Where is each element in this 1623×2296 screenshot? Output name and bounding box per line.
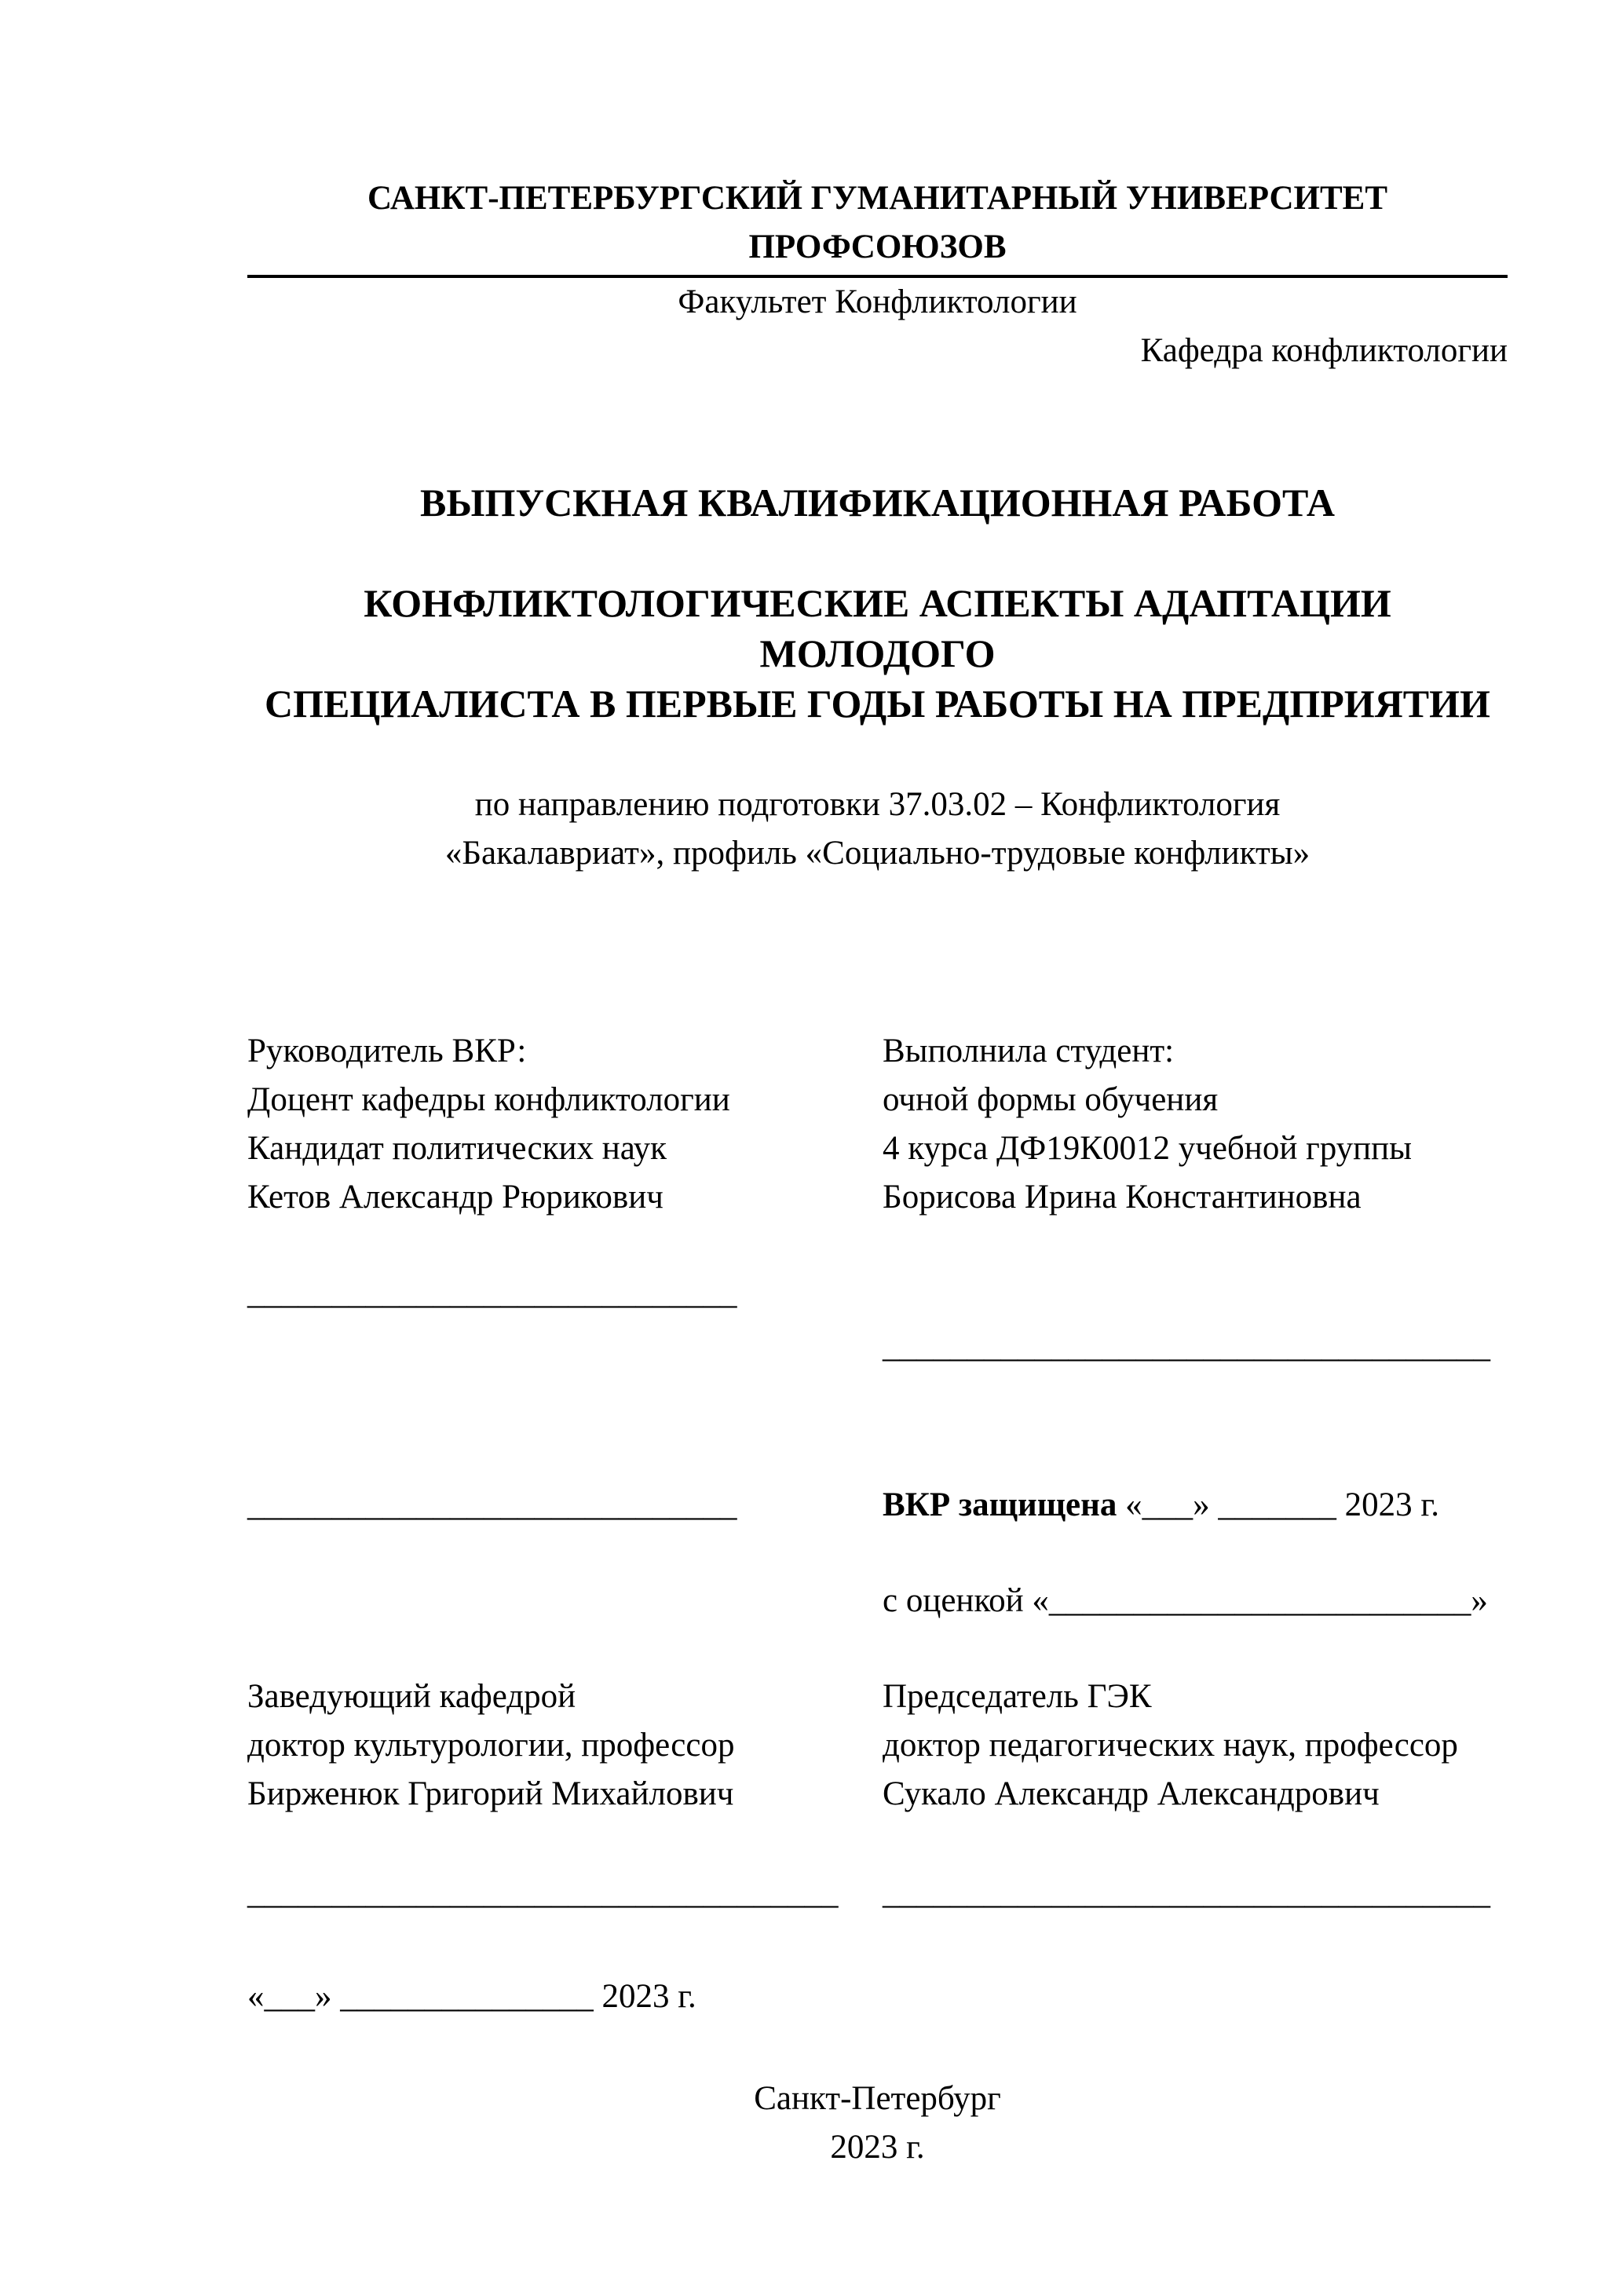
supervisor-role-label: Руководитель ВКР:	[247, 1033, 527, 1069]
head-of-department-role: Заведующий кафедрой	[247, 1678, 576, 1715]
student-signature-line: ____________________________________	[883, 1328, 1490, 1365]
defense-date-label: ВКР защищена	[883, 1486, 1117, 1523]
supervisor-signature-row-1	[247, 1269, 1508, 1318]
student-study-mode: очной формы обучения	[883, 1081, 1219, 1118]
head-of-department-name: Бирженюк Григорий Михайлович	[247, 1775, 734, 1812]
thesis-subject-line-2: СПЕЦИАЛИСТА В ПЕРВЫЕ ГОДЫ РАБОТЫ НА ПРЕДПРИЯТИИ	[265, 682, 1490, 726]
supervisor-signature-line-2: _____________________________	[247, 1486, 737, 1523]
gec-chair-block	[883, 1673, 1508, 1819]
grade-line: с оценкой «_________________________»	[883, 1582, 1488, 1619]
head-of-department-block	[247, 1673, 883, 1819]
student-block	[883, 1027, 1508, 1222]
year-label: 2023 г.	[830, 2129, 925, 2166]
supervisor-block	[247, 1027, 883, 1222]
university-name: САНКТ-ПЕТЕРБУРГСКИЙ ГУМАНИТАРНЫЙ УНИВЕРСИТЕТ ПРОФСОЮЗОВ	[367, 180, 1388, 265]
thesis-subject-line-1: КОНФЛИКТОЛОГИЧЕСКИЕ АСПЕКТЫ АДАПТАЦИИ МОЛОДОГО	[364, 581, 1391, 675]
defense-row	[247, 1481, 1508, 1530]
supervisor-position: Доцент кафедры конфликтологии	[247, 1081, 730, 1118]
program-direction-line: по направлению подготовки 37.03.02 – Конфликтология	[474, 786, 1281, 823]
gec-chair-position: доктор педагогических наук, профессор	[883, 1727, 1458, 1764]
date-row	[247, 1972, 1508, 2021]
head-of-department-date-line: «___» _______________ 2023 г.	[247, 1978, 696, 2015]
supervisor-signature-line-1: _____________________________	[247, 1274, 737, 1311]
officials-signature-row	[247, 1869, 1508, 1918]
officials-row	[247, 1673, 1508, 1819]
faculty-name: Факультет Конфликтологии	[678, 283, 1077, 320]
student-name: Борисова Ирина Константиновна	[883, 1179, 1362, 1216]
head-of-department-position: доктор культурологии, профессор	[247, 1727, 735, 1764]
thesis-subject	[247, 578, 1508, 729]
department-name: Кафедра конфликтологии	[1140, 332, 1508, 369]
page-content	[247, 0, 1508, 2172]
defense-date-line	[883, 1481, 1508, 1530]
student-group: 4 курса ДФ19К0012 учебной группы	[883, 1130, 1413, 1167]
work-type-title: ВЫПУСКНАЯ КВАЛИФИКАЦИОННАЯ РАБОТА	[420, 481, 1335, 525]
head-of-department-signature-line: ___________________________________	[247, 1874, 839, 1911]
supervisor-degree: Кандидат политических наук	[247, 1130, 667, 1167]
student-role-label: Выполнила студент:	[883, 1033, 1175, 1069]
city-name: Санкт-Петербург	[754, 2080, 1001, 2117]
gec-chair-role: Председатель ГЭК	[883, 1678, 1152, 1715]
program-info	[247, 781, 1508, 878]
people-info-row	[247, 1027, 1508, 1222]
student-signature-row	[247, 1322, 1508, 1371]
defense-date-blanks: «___» _______ 2023 г.	[1117, 1486, 1439, 1523]
gec-chair-name: Сукало Александр Александрович	[883, 1775, 1380, 1812]
program-profile-line: «Бакалавриат», профиль «Социально-трудовые конфликты»	[444, 835, 1310, 872]
grade-row	[247, 1577, 1508, 1625]
gec-chair-signature-line: ____________________________________	[883, 1874, 1490, 1911]
supervisor-name: Кетов Александр Рюрикович	[247, 1179, 663, 1216]
